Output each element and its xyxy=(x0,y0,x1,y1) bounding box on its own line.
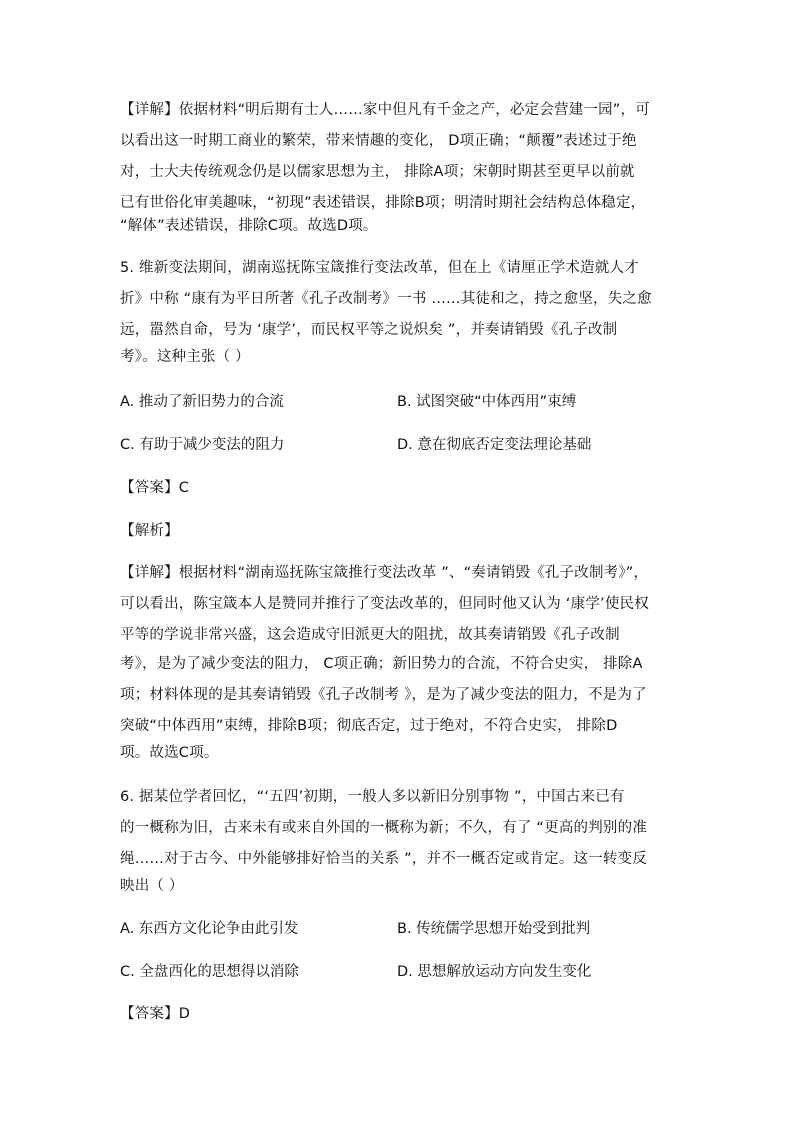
q5-explain-line-1: 【详解】根据材料“湖南巡抚陈宝箴推行变法改革 ”、“奏请销毁《孔子改制考》”， xyxy=(120,565,649,581)
q4-explain-line-3: 对，士大夫传统观念仍是以儒家思想为主， 排除A项；宋朝时期甚至更早以前就 xyxy=(120,164,635,180)
q5-analysis-label: 【解析】 xyxy=(120,523,179,539)
q6-option-b: B. 传统儒学思想开始受到批判 xyxy=(397,921,591,937)
q4-explain-line-4: 已有世俗化审美趣味，“初现”表述错误，排除B项；明清时期社会结构总体稳定， xyxy=(120,195,646,211)
q6-stem-line-4: 映出（ ） xyxy=(120,878,184,894)
q5-option-a: A. 推动了新旧势力的合流 xyxy=(120,394,284,410)
q5-explain-line-7: 项。故选C项。 xyxy=(120,745,219,761)
q4-explain-line-1: 【详解】依据材料“明后期有士人……家中但凡有千金之产，必定会营建一园”，可 xyxy=(120,102,650,118)
q5-option-d: D. 意在彻底否定变法理论基础 xyxy=(397,437,592,453)
q6-option-a: A. 东西方文化论争由此引发 xyxy=(120,921,299,937)
q5-answer: 【答案】C xyxy=(120,480,190,496)
q5-stem-line-3: 远，嚣然自命，号为 ‘康学’，而民权平等之说炽矣 ”，并奏请销毁《孔子改制 xyxy=(120,322,618,338)
q6-stem-line-2: 的一概称为旧，古来未有或来自外国的一概称为新；不久，有了 “更高的判别的准 xyxy=(120,820,648,836)
q5-explain-line-4: 考》，是为了减少变法的阻力， C项正确；新旧势力的合流，不符合史实， 排除A xyxy=(120,656,643,672)
q6-option-c: C. 全盘西化的思想得以消除 xyxy=(120,964,299,980)
q5-stem-line-4: 考》。这种主张（ ） xyxy=(120,349,250,365)
q5-stem-line-1: 5. 维新变法期间，湖南巡抚陈宝箴推行变法改革，但在上《请厘正学术造就人才 xyxy=(120,260,639,276)
q6-answer: 【答案】D xyxy=(120,1006,191,1022)
q4-explain-line-2: 以看出这一时期工商业的繁荣，带来情趣的变化， D项正确；“颠覆”表述过于绝 xyxy=(120,133,637,149)
q5-explain-line-6: 突破“中体西用”束缚，排除B项；彻底否定，过于绝对，不符合史实， 排除D xyxy=(120,718,618,734)
q5-option-b: B. 试图突破“中体西用”束缚 xyxy=(397,394,577,410)
q5-stem-line-2: 折》中称 “康有为平日所著《孔子改制考》一书 ……其徒和之，持之愈坚，失之愈 xyxy=(120,291,652,307)
q5-option-c: C. 有助于减少变法的阻力 xyxy=(120,437,285,453)
q5-explain-line-2: 可以看出，陈宝箴本人是赞同并推行了变法改革的，但同时他又认为 ‘康学’使民权 xyxy=(120,596,649,612)
q6-option-d: D. 思想解放运动方向发生变化 xyxy=(397,964,592,980)
q5-explain-line-3: 平等的学说非常兴盛，这会造成守旧派更大的阻扰，故其奏请销毁《孔子改制 xyxy=(120,627,620,643)
q6-stem-line-3: 绳……对于古今、中外能够排好恰当的关系 ”，并不一概否定或肯定。这一转变反 xyxy=(120,851,648,867)
q6-stem-line-1: 6. 据某位学者回忆，“‘五四’初期，一般人多以新旧分别事物 ”，中国古来已有 xyxy=(120,789,625,805)
q4-explain-line-5: “解体”表述错误，排除C项。故选D项。 xyxy=(120,218,378,234)
q5-explain-line-5: 项；材料体现的是其奏请销毁《孔子改制考 》，是为了减少变法的阻力，不是为了 xyxy=(120,687,647,703)
